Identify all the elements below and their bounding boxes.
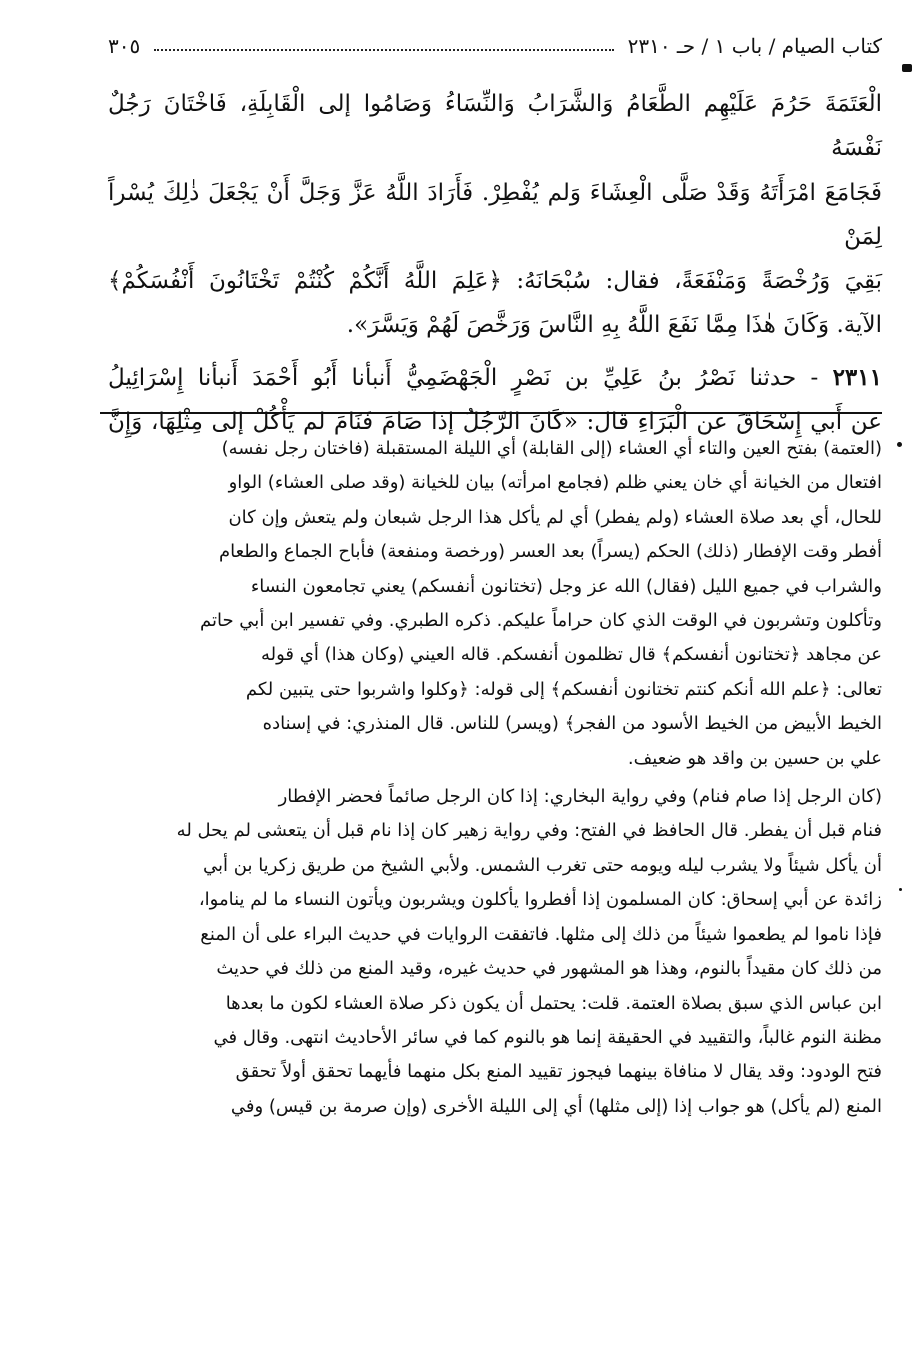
- commentary-line: مظنة النوم غالباً، والتقييد في الحقيقة إنما هو بالنوم كما في سائر الأحاديث انتهى. وقال في: [213, 1026, 882, 1048]
- commentary-line: وتأكلون وتشربون في الوقت الذي كان حراماً عليكم. ذكره الطبري. وفي تفسير ابن أبي حاتم: [199, 610, 882, 632]
- commentary-line: (العتمة) بفتح العين والتاء أي العشاء (إلى القابلة) أي الليلة المستقبلة (فاختان رجل نفسه): [221, 438, 882, 459]
- commentary-line: ابن عباس الذي سبق بصلاة العتمة. قلت: يحتمل أن يكون ذكر صلاة العشاء لكون ما بعدها: [225, 992, 882, 1014]
- hadith-number: ٢٣١١: [832, 363, 882, 391]
- commentary-line: فإذا ناموا لم يطعموا شيئاً من ذلك إلى مثلها. فاتفقت الروايات في حديث البراء على أن المنع: [200, 923, 882, 945]
- header-leader-dots: [154, 49, 613, 51]
- commentary-line: افتعال من الخيانة أي خان يعني ظلم (فجامع امرأته) بيان للخيانة (وقد صلى العشاء) الواو: [228, 472, 882, 494]
- commentary-line: من ذلك كان مقيداً بالنوم، وهذا هو المشهور في حديث غيره، وقيد المنع من ذلك في حديث: [216, 958, 882, 980]
- margin-dot: [897, 442, 902, 447]
- commentary-line: أن يأكل شيئاً ولا يشرب ليله ويومه حتى تغرب الشمس. ولأبي الشيخ من طريق زكريا بن أبي: [203, 854, 882, 876]
- commentary-line: فنام قبل أن يفطر. قال الحافظ في الفتح: وفي رواية زهير كان إذا نام قبل أن يتعشى لم يحل له: [176, 820, 882, 842]
- commentary-line: المنع (لم يأكل) هو جواب إذا (إلى مثلها) أي إلى الليلة الأخرى (وإن صرمة بن قيس) وفي: [230, 1095, 882, 1117]
- text-segment: - حدثنا نَصْرُ بنُ عَلِيِّ بن نَصْرٍ الْجَهْضَمِيُّ أَنبأنا أَبُو أَحْمَدَ أَنبأنا إِسْرَائِيلُ: [108, 364, 819, 391]
- commentary-text: [100, 432, 882, 1124]
- running-header: [108, 26, 882, 66]
- commentary-line: عن مجاهد ﴿تختانون أنفسكم﴾ قال تظلمون أنفسكم. قاله العيني (وكان هذا) أي قوله: [260, 644, 882, 666]
- footnote-divider: [100, 412, 882, 414]
- commentary-line: للحال، أي بعد صلاة العشاء (ولم يفطر) أي لم يأكل هذا الرجل شبعان ولم يتعش وإن كان: [228, 506, 882, 528]
- commentary-line: زائدة عن أبي إسحاق: كان المسلمون إذا أفطروا يأكلون ويشربون ويأتون النساء ما لم يناموا،: [198, 889, 882, 911]
- commentary-line: الخيط الأبيض من الخيط الأسود من الفجر﴾ (ويسر) للناس. قال المنذري: في إسناده: [262, 713, 882, 735]
- hadith-main-text: [108, 82, 882, 444]
- text-line: [108, 356, 882, 400]
- text-line: الْعَتَمَةَ حَرُمَ عَلَيْهِم الطَّعَامُ وَالشَّرَابُ وَالنِّسَاءُ وَصَامُوا إلى الْقَابِلَةِ، فَاخْتَانَ رَجُلٌ نَفْسَهُ: [108, 91, 882, 162]
- page-number: ٣٠٥: [108, 34, 141, 58]
- commentary-line: (كان الرجل إذا صام فنام) وفي رواية البخاري: إذا كان الرجل صائماً فحضر الإفطار: [278, 786, 882, 808]
- commentary-line: أفطر وقت الإفطار (ذلك) الحكم (يسراً) بعد العسر (ورخصة ومنفعة) فأباح الجماع والطعام: [218, 541, 882, 563]
- margin-mark: [902, 64, 912, 72]
- header-title: كتاب الصيام / باب ١ / حـ ٢٣١٠: [627, 34, 882, 58]
- text-line: فَجَامَعَ امْرَأَتَهُ وَقَدْ صَلَّى الْعِشَاءَ وَلم يُفْطِرْ. فَأَرَادَ اللَّهُ عَزَّ وَجَلَّ أَنْ يَجْعَلَ ذٰلِكَ يُسْراً لِمَنْ: [108, 179, 882, 250]
- text-line: الآية. وَكَانَ هٰذَا مِمَّا نَفَعَ اللَّهُ بِهِ النَّاسَ وَرَخَّصَ لَهُمْ وَيَسَّرَ».: [346, 312, 882, 339]
- commentary-line: تعالى: ﴿علم الله أنكم كنتم تختانون أنفسكم﴾ إلى قوله: ﴿وكلوا واشربوا حتى يتبين لكم: [245, 678, 882, 700]
- commentary-line: فتح الودود: وقد يقال لا منافاة بينهما فيجوز تقييد المنع بكل منهما فأيهما تحقق أولاً تحقق: [235, 1061, 882, 1083]
- commentary-line: علي بن حسين بن واقد هو ضعيف.: [627, 747, 882, 769]
- commentary-line: والشراب في جميع الليل (فقال) الله عز وجل (تختانون أنفسكم) يعني تجامعون النساء: [250, 575, 882, 597]
- text-line: عن أَبي إِسْحَاقَ عن الْبَرَاءِ قال: «كَانَ الرَّجُلُ إذا صَامَ فَنَامَ لم يَأْكُلْ إلى مِثْلِهَا، وَإِنَّ: [108, 409, 882, 436]
- margin-dot: [899, 888, 902, 891]
- text-line: بَقِيَ وَرُخْصَةً وَمَنْفَعَةً، فقال: سُبْحَانَهُ: ﴿عَلِمَ اللَّهُ أَنَّكُمْ كُنْتُمْ تَخْتَانُونَ أَنْفُسَكُمْ﴾: [108, 268, 882, 295]
